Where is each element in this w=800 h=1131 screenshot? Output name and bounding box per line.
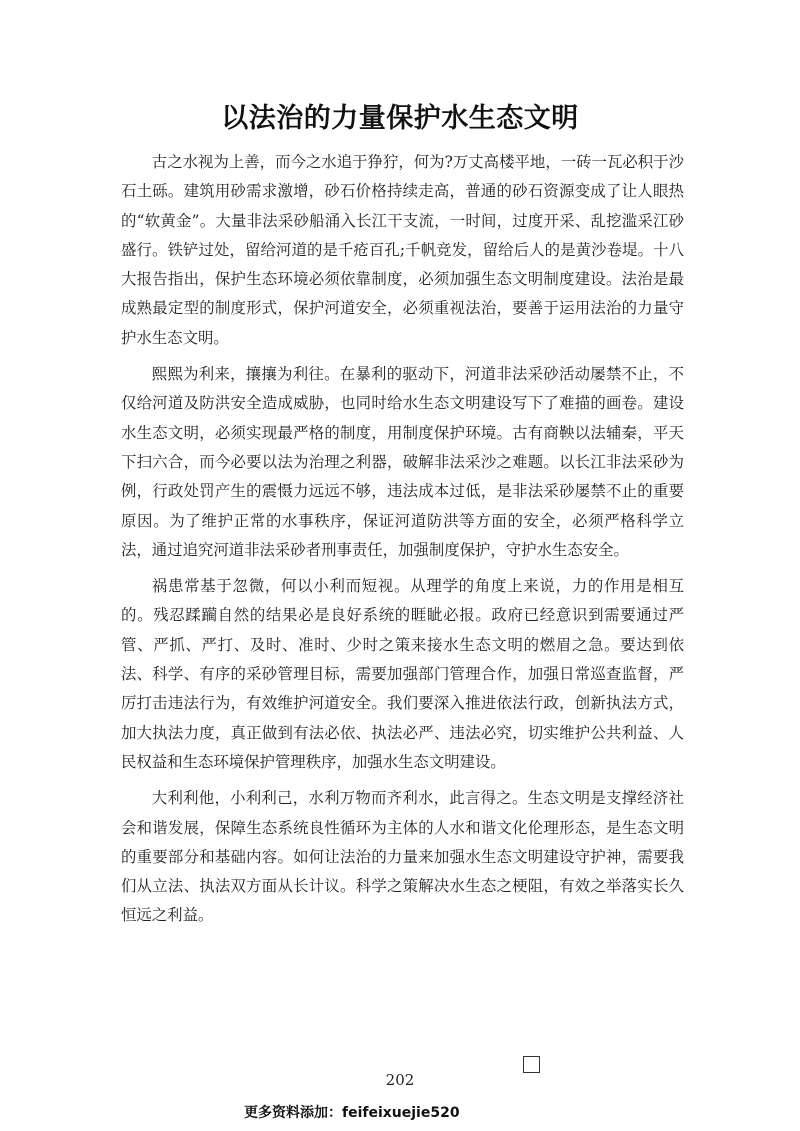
footer-note: 更多资料添加：feifeixuejie520	[244, 1105, 460, 1121]
page-title: 以法治的力量保护水生态文明	[221, 103, 579, 134]
paragraph: 祸患常基于忽微，何以小利而短视。从理学的角度上来说，力的作用是相互的。残忍蹂躏自然的结果必是良好系统的睚眦必报。政府已经意识到需要通过严管、严抓、严打、及时、准时、少时之策来接水生态文明的燃眉之急。要达到依法、科学、有序的采砂管理目标，需要加强部门管理合作，加强日常巡查监督，严厉打击违法行为，有效维护河道安全。我们要深入推进依法行政，创新执法方式，加大执法力度，真正做到有法必依、执法必严、违法必究，切实维护公共利益、人民权益和生态环境保护管理秩序，加强水生态文明建设。	[121, 577, 684, 771]
paragraph: 古之水视为上善，而今之水追于狰狞，何为?万丈高楼平地，一砖一瓦必积于沙石土砾。建筑用砂需求激增，砂石价格持续走高，普通的砂石资源变成了让人眼热的“软黄金”。大量非法采砂船涌入长江干支流，一时间，过度开采、乱挖滥采江砂盛行。铁铲过处，留给河道的是千疮百孔;千帆竞发，留给后人的是黄沙卷堤。十八大报告指出，保护生态环境必须依靠制度，必须加强生态文明制度建设。法治是最成熟最定型的制度形式，保护河道安全，必须重视法治，要善于运用法治的力量守护水生态文明。	[121, 153, 684, 347]
article-body	[121, 148, 684, 938]
paragraph: 熙熙为利来，攘攘为利往。在暴利的驱动下，河道非法采砂活动屡禁不止，不仅给河道及防洪安全造成威胁，也同时给水生态文明建设写下了难描的画卷。建设水生态文明，必须实现最严格的制度，用制度保护环境。古有商鞅以法辅秦，平天下扫六合，而今必要以法为治理之利器，破解非法采沙之难题。以长江非法采砂为例，行政处罚产生的震慑力远远不够，违法成本过低，是非法采砂屡禁不止的重要原因。为了维护正常的水事秩序，保证河道防洪等方面的安全，必须严格科学立法，通过追究河道非法采砂者刑事责任，加强制度保护，守护水生态安全。	[121, 365, 684, 559]
page-number: 202	[385, 1071, 415, 1089]
checkbox-square-icon	[523, 1056, 540, 1073]
paragraph: 大利利他，小利利己，水利万物而齐利水，此言得之。生态文明是支撑经济社会和谐发展，保障生态系统良性循环为主体的人水和谐文化伦理形态，是生态文明的重要部分和基础内容。如何让法治的力量来加强水生态文明建设守护神，需要我们从立法、执法双方面从长计议。科学之策解决水生态之梗阻，有效之举落实长久恒远之利益。	[121, 789, 684, 925]
